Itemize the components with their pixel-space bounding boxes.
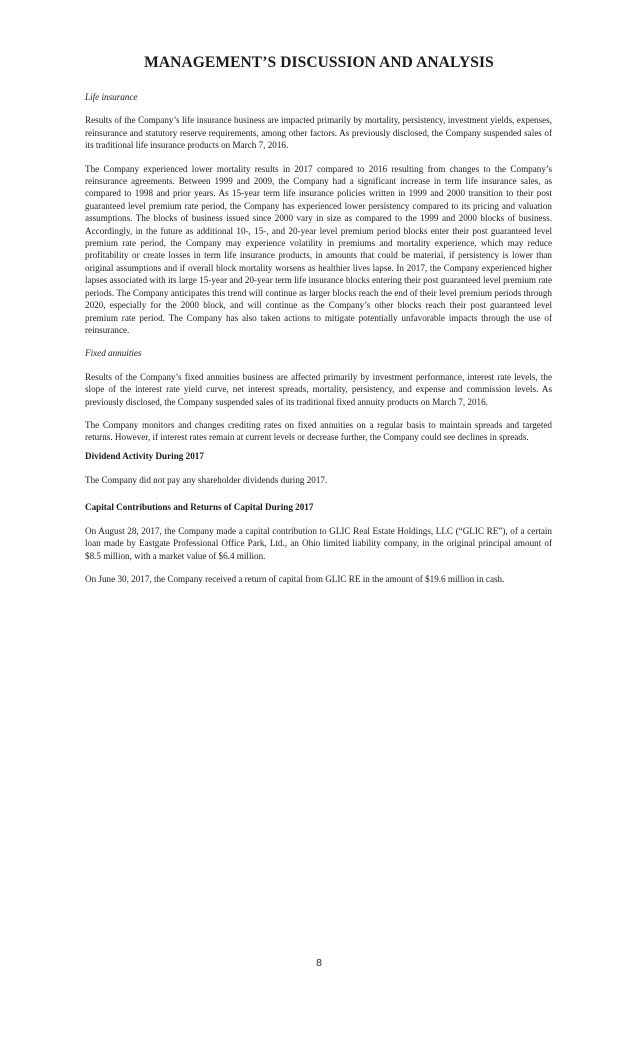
life-insurance-paragraph-2: The Company experienced lower mortality results in 2017 compared to 2016 resulting from changes to the Company’s reinsurance agreements. Between 1999 and 2009, the Company had a significant increase in term life insurance sales, as compared to 1998 and prior years. As 15-year term life insurance policies written in 1999 and 2000 transition to their post guaranteed level premium rate period, the Company has experienced lower persistency compared to its pricing and valuation assumptions. The blocks of business issued since 2000 vary in size as compared to the 1999 and 2000 blocks of business. Accordingly, in the future as additional 10-, 15-, and 20-year level premium period blocks enter their post guaranteed level premium rate period, the Company may experience volatility in premiums and mortality experience, which may reduce profitability or create losses in term life insurance products, in amounts that could be material, if persistency is lower than original assumptions and if overall block mortality worsens as healthier lives lapse. In 2017, the Company experienced higher lapses associated with its large 15-year and 20-year term life insurance blocks entering their post guaranteed level premium rate periods. The Company anticipates this trend will continue as larger blocks reach the end of their level premium periods through 2020, especially for the 2000 block, and will continue as the Company’s other blocks reach their post guaranteed level premium rate period. The Company has also taken actions to mitigate potentially unfavorable impacts through the use of reinsurance. [85,163,552,335]
capital-paragraph-2: On June 30, 2017, the Company received a return of capital from GLIC RE in the amount of $19.6 million in cash. [85,574,505,585]
fixed-annuities-paragraph-1: Results of the Company’s fixed annuities business are affected primarily by investment performance, interest rate levels, the slope of the interest rate yield curve, net interest spreads, mortality, persistency, and expense and commission levels. As previously disclosed, the Company suspended sales of its traditional fixed annuity products on March 7, 2016. [85,371,552,407]
page-number: 8 [315,958,323,969]
capital-paragraph-1: On August 28, 2017, the Company made a capital contribution to GLIC Real Estate Holdings, LLC (“GLIC RE”), of a certain loan made by Eastgate Professional Office Park, Ltd., an Ohio limited liability company, in the original principal amount of $8.5 million, with a market value of $6.4 million. [85,525,552,561]
life-insurance-paragraph-1: Results of the Company’s life insurance business are impacted primarily by mortality, persistency, investment yields, expenses, reinsurance and statutory reserve requirements, among other factors. As previously disclosed, the Company suspended sales of its traditional life insurance products on March 7, 2016. [85,115,552,151]
capital-heading: Capital Contributions and Returns of Capital During 2017 [85,501,314,512]
fixed-annuities-paragraph-2: The Company monitors and changes crediting rates on fixed annuities on a regular basis to maintain spreads and targeted returns. However, if interest rates remain at current levels or decrease further, the Company could see declines in spreads. [85,419,552,443]
fixed-annuities-heading: Fixed annuities [85,348,142,359]
document-body [85,91,552,586]
life-insurance-heading: Life insurance [85,92,138,102]
dividend-paragraph: The Company did not pay any shareholder dividends during 2017. [85,475,328,486]
dividend-heading: Dividend Activity During 2017 [85,450,204,461]
page-title: MANAGEMENT’S DISCUSSION AND ANALYSIS [144,54,494,71]
